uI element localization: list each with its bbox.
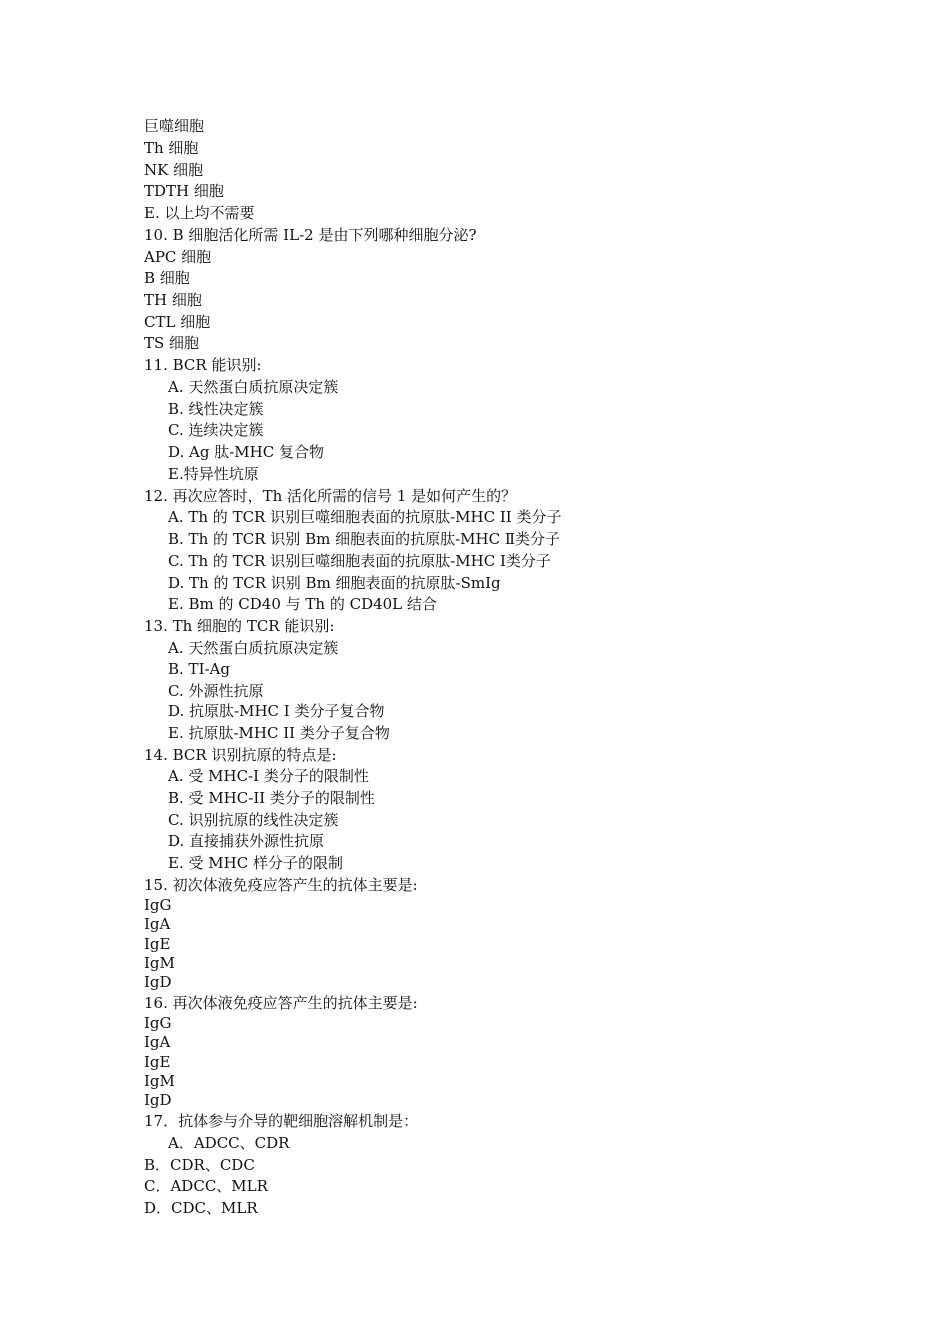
option-line: IgD (144, 1091, 172, 1109)
option-line: B. TI-Ag (168, 660, 230, 678)
option-line: 巨噬细胞 (144, 117, 205, 135)
option-line: B. 受 MHC-II 类分子的限制性 (168, 789, 375, 807)
option-line: C. 连续决定簇 (168, 421, 264, 439)
option-line: TDTH 细胞 (144, 182, 224, 200)
option-line: IgD (144, 973, 172, 991)
option-line: E. Bm 的 CD40 与 Th 的 CD40L 结合 (168, 595, 437, 613)
option-line: E. 抗原肽-MHC II 类分子复合物 (168, 724, 390, 742)
option-line: A. 天然蛋白质抗原决定簇 (168, 378, 339, 396)
option-line: E. 受 MHC 样分子的限制 (168, 854, 343, 872)
option-line: D. 直接捕获外源性抗原 (168, 832, 325, 850)
option-line: TS 细胞 (144, 334, 200, 352)
option-line: B. Th 的 TCR 识别 Bm 细胞表面的抗原肽-MHC Ⅱ类分子 (168, 530, 561, 548)
option-line: C. 外源性抗原 (168, 682, 264, 700)
option-line: A. 天然蛋白质抗原决定簇 (168, 639, 339, 657)
option-line: IgM (144, 1072, 175, 1090)
option-line: Th 细胞 (144, 139, 199, 157)
option-line: C. 识别抗原的线性决定簇 (168, 811, 339, 829)
question-16: 16. 再次体液免疫应答产生的抗体主要是: (144, 994, 418, 1012)
option-line: C. Th 的 TCR 识别巨噬细胞表面的抗原肽-MHC Ⅰ类分子 (168, 552, 551, 570)
option-line: CTL 细胞 (144, 313, 211, 331)
option-line: APC 细胞 (144, 248, 212, 266)
option-line: B. 线性决定簇 (168, 400, 264, 418)
question-17: 17．抗体参与介导的靶细胞溶解机制是： (144, 1112, 419, 1130)
option-line: IgM (144, 954, 175, 972)
option-line: IgG (144, 896, 172, 914)
option-line: IgE (144, 1053, 171, 1071)
option-line: C．ADCC、MLR (144, 1177, 268, 1195)
option-line: TH 细胞 (144, 291, 202, 309)
option-line: E.特异性坑原 (168, 465, 259, 483)
option-line: IgG (144, 1014, 172, 1032)
question-14: 14. BCR 识别抗原的特点是: (144, 746, 337, 764)
option-line: B．CDR、CDC (144, 1156, 255, 1174)
option-line: D．CDC、MLR (144, 1199, 258, 1217)
option-line: A．ADCC、CDR (168, 1134, 290, 1152)
option-line: IgE (144, 935, 171, 953)
option-line: NK 细胞 (144, 161, 204, 179)
question-13: 13. Th 细胞的 TCR 能识别: (144, 617, 335, 635)
option-line: B 细胞 (144, 269, 190, 287)
option-line: D. Th 的 TCR 识别 Bm 细胞表面的抗原肽-SmIg (168, 574, 501, 592)
question-12: 12. 再次应答时，Th 活化所需的信号 1 是如何产生的？ (144, 487, 517, 505)
option-line: IgA (144, 1033, 171, 1051)
option-line: A. 受 MHC-I 类分子的限制性 (168, 767, 369, 785)
option-line: E. 以上均不需要 (144, 204, 255, 222)
option-line: IgA (144, 915, 171, 933)
option-line: A. Th 的 TCR 识别巨噬细胞表面的抗原肽-MHC II 类分子 (168, 508, 562, 526)
option-line: D. 抗原肽-MHC I 类分子复合物 (168, 702, 385, 720)
option-line: D. Ag 肽-MHC 复合物 (168, 443, 324, 461)
question-11: 11. BCR 能识别: (144, 356, 262, 374)
question-15: 15. 初次体液免疫应答产生的抗体主要是: (144, 876, 418, 894)
question-10: 10. B 细胞活化所需 IL-2 是由下列哪种细胞分泌? (144, 226, 477, 244)
